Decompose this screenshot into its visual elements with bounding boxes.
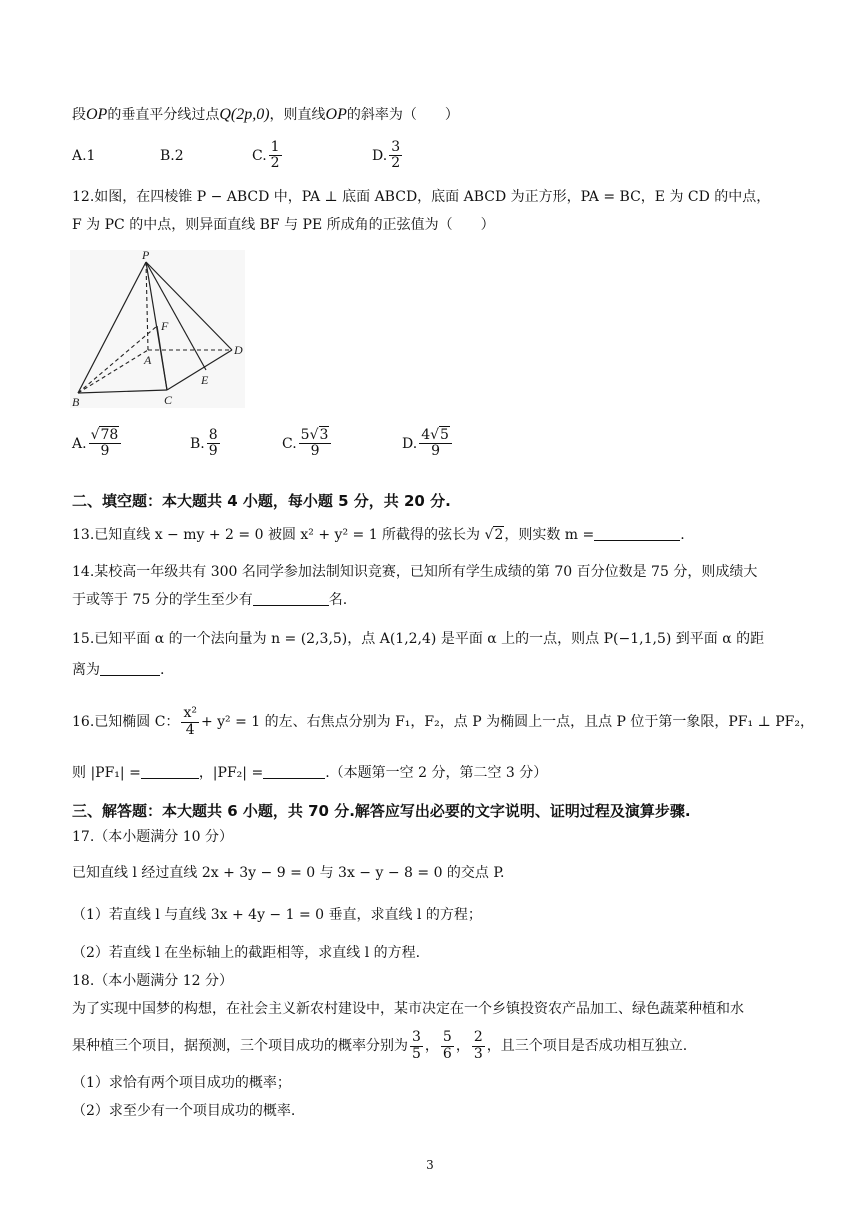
pyramid-diagram [70,250,245,408]
point-label-f: F [161,319,169,333]
q17-stem: 已知直线 l 经过直线 2x + 3y − 9 = 0 与 3x − y − 8 = 0 的交点 P. [72,865,505,881]
q16-answer-blank-1[interactable] [141,764,199,779]
q15-line2: 离为 . [72,662,165,678]
section-2-heading: 二、填空题：本大题共 4 小题，每小题 5 分，共 20 分. [72,492,451,510]
q18-part1: （1）求恰有两个项目成功的概率； [72,1075,291,1091]
q16-line1: 16.已知椭圆 C： $\frac{\text{x²}}{4}$ + y² = 1 的左、右焦点分别为 F₁，F₂，点 P 为椭圆上一点，且点 P 位于第一象限，PF₁ ⊥ PF₂， [72,705,814,738]
vertex-label-p: P [142,250,150,262]
vertex-label-b: B [72,395,80,408]
q11-choice-d: D. $\frac{3}{2}$ [372,139,401,172]
q12-choice-c: C. $\frac{5√3}{9}$ [282,428,333,460]
q16-answer-blank-2[interactable] [263,764,325,779]
q12-stem-line1: 12.如图，在四棱锥 P − ABCD 中，PA ⊥ 底面 ABCD，底面 ABCD 为正方形，PA = BC，E 为 CD 的中点， [72,189,771,205]
page-number: 3 [426,1158,434,1172]
q13-answer-blank[interactable] [594,526,680,541]
q18-line1: 为了实现中国梦的构想，在社会主义新农村建设中，某市决定在一个乡镇投资农产品加工、绿色蔬菜种植和水 [72,1001,744,1017]
q15-answer-blank[interactable] [100,661,160,676]
q11-stem-tail: 段OP的垂直平分线过点Q(2p,0)，则直线OP的斜率为（ ） [72,106,459,123]
q15-line1: 15.已知平面 α 的一个法向量为 n = (2,3,5)，点 A(1,2,4) 是平面 α 上的一点，则点 P(−1,1,5) 到平面 α 的距 [72,631,765,647]
q14-answer-blank[interactable] [253,591,329,606]
q11-choice-a: A.1 [72,148,96,164]
q17-part2: （2）若直线 l 在坐标轴上的截距相等，求直线 l 的方程. [72,945,421,961]
q17-heading: 17.（本小题满分 10 分） [72,829,233,845]
q16-line2: 则 |PF₁| = ，|PF₂| = .（本题第一空 2 分，第二空 3 分） [72,765,548,781]
q12-stem-line2: F 为 PC 的中点，则异面直线 BF 与 PE 所成角的正弦值为（ ） [72,217,495,233]
q14-line2: 于或等于 75 分的学生至少有 名. [72,592,348,608]
q18-part2: （2）求至少有一个项目成功的概率. [72,1103,296,1119]
section-3-heading: 三、解答题：本大题共 6 小题，共 70 分.解答应写出必要的文字说明、证明过程及演算步骤. [72,802,691,820]
vertex-label-a: A [144,353,152,367]
q14-line1: 14.某校高一年级共有 300 名同学参加法制知识竞赛，已知所有学生成绩的第 70 百分位数是 75 分，则成绩大 [72,564,758,580]
vertex-label-d: D [234,343,243,357]
q18-line2: 果种植三个项目，据预测，三个项目成功的概率分别为 $\frac{3}{5}$ ， $\frac{5}{6}$ ， $\frac{2}{3}$ ，且三个项目是否成功相互独立. [72,1029,688,1062]
vertex-label-c: C [164,393,173,407]
q12-choice-b: B. $\frac{8}{9}$ [190,427,218,460]
point-label-e: E [201,373,209,387]
q11-choice-c: C. $\frac{1}{2}$ [252,139,280,172]
pyramid-figure [70,250,245,408]
q13: 13.已知直线 x − my + 2 = 0 被圆 x² + y² = 1 所截得的弦长为 √2，则实数 m = . [72,527,685,543]
q17-part1: （1）若直线 l 与直线 3x + 4y − 1 = 0 垂直，求直线 l 的方程； [72,907,482,923]
q11-choice-b: B.2 [160,148,184,164]
q18-heading: 18.（本小题满分 12 分） [72,973,233,989]
q12-choice-d: D. $\frac{4√5}{9}$ [402,428,454,460]
q12-choice-a: A. $\frac{√78}{9}$ [72,428,123,460]
